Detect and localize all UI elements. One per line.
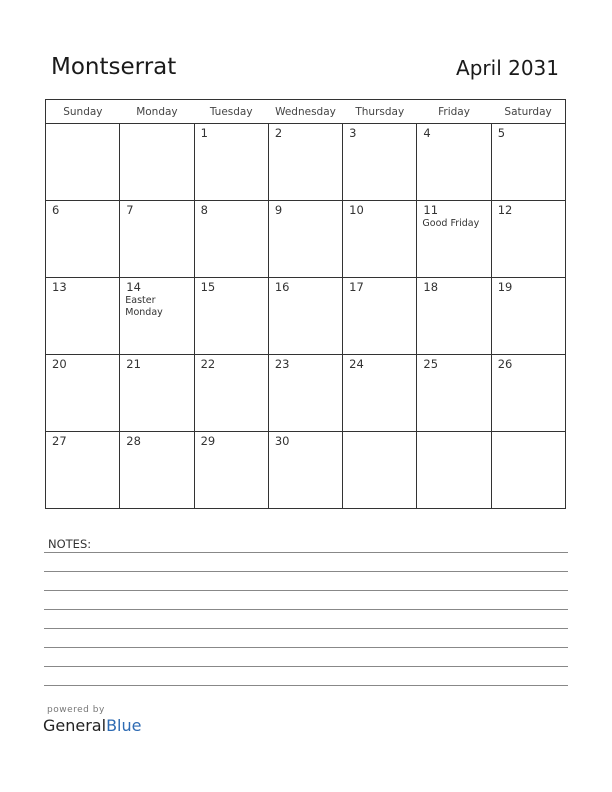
holiday-label bbox=[46, 127, 119, 129]
note-line bbox=[44, 571, 568, 572]
weekday-header: Wednesday bbox=[268, 100, 342, 124]
note-line bbox=[44, 647, 568, 648]
day-cell[interactable] bbox=[120, 355, 194, 432]
day-cell[interactable] bbox=[343, 124, 417, 201]
day-number: 7 bbox=[126, 203, 134, 217]
week-row bbox=[46, 432, 566, 509]
day-number: 30 bbox=[274, 434, 290, 448]
day-cell[interactable] bbox=[120, 201, 194, 278]
day-cell[interactable] bbox=[417, 355, 491, 432]
week-row bbox=[46, 124, 566, 201]
note-line bbox=[44, 666, 568, 667]
day-cell[interactable] bbox=[491, 201, 565, 278]
day-cell[interactable] bbox=[343, 355, 417, 432]
holiday-label: Good Friday bbox=[422, 218, 480, 229]
day-number: 26 bbox=[497, 357, 513, 371]
day-cell[interactable] bbox=[194, 278, 268, 355]
day-cell[interactable] bbox=[417, 278, 491, 355]
day-cell[interactable] bbox=[46, 201, 120, 278]
note-line bbox=[44, 628, 568, 629]
day-number: 15 bbox=[200, 280, 216, 294]
note-line bbox=[44, 552, 568, 553]
calendar-title: Montserrat bbox=[51, 54, 177, 80]
day-number: 28 bbox=[126, 434, 141, 448]
day-number: 11 bbox=[423, 203, 439, 217]
day-number: 9 bbox=[274, 203, 283, 217]
day-cell[interactable] bbox=[417, 432, 491, 509]
holiday-label bbox=[120, 127, 193, 129]
notes-label: NOTES: bbox=[48, 537, 92, 551]
note-line bbox=[44, 685, 568, 686]
day-cell[interactable] bbox=[120, 432, 194, 509]
day-number: 23 bbox=[274, 357, 290, 371]
day-cell[interactable] bbox=[120, 278, 194, 355]
day-number: 21 bbox=[126, 357, 141, 371]
day-cell[interactable] bbox=[46, 355, 120, 432]
day-number: 12 bbox=[497, 203, 513, 217]
week-row bbox=[46, 278, 566, 355]
holiday-label bbox=[492, 435, 565, 437]
day-cell[interactable] bbox=[268, 201, 342, 278]
day-number: 5 bbox=[497, 126, 506, 140]
holiday-label bbox=[417, 435, 490, 437]
day-number: 2 bbox=[274, 126, 283, 140]
day-cell[interactable] bbox=[491, 432, 565, 509]
calendar-grid bbox=[45, 99, 566, 509]
weekday-header: Friday bbox=[417, 100, 491, 124]
weekday-header: Sunday bbox=[46, 100, 120, 124]
day-number: 19 bbox=[497, 280, 513, 294]
weekday-header-row bbox=[46, 100, 566, 124]
day-cell[interactable] bbox=[194, 201, 268, 278]
day-number: 14 bbox=[126, 280, 141, 294]
week-row bbox=[46, 201, 566, 278]
day-cell[interactable] bbox=[46, 432, 120, 509]
calendar-month: April 2031 bbox=[456, 56, 559, 80]
day-number: 1 bbox=[200, 126, 208, 140]
day-cell[interactable] bbox=[194, 355, 268, 432]
day-cell[interactable] bbox=[268, 124, 342, 201]
note-line bbox=[44, 609, 568, 610]
holiday-label bbox=[343, 435, 416, 437]
weekday-header: Saturday bbox=[491, 100, 565, 124]
day-cell[interactable] bbox=[491, 278, 565, 355]
day-number: 20 bbox=[52, 357, 67, 371]
weekday-header: Tuesday bbox=[194, 100, 268, 124]
day-number: 24 bbox=[349, 357, 364, 371]
brand-general: General bbox=[43, 716, 107, 735]
day-number: 10 bbox=[349, 203, 364, 217]
day-number: 17 bbox=[349, 280, 364, 294]
day-cell[interactable] bbox=[343, 432, 417, 509]
day-cell[interactable] bbox=[194, 124, 268, 201]
day-number: 25 bbox=[423, 357, 439, 371]
day-cell[interactable] bbox=[417, 201, 491, 278]
weekday-header: Thursday bbox=[343, 100, 417, 124]
generalblue-logo[interactable] bbox=[43, 716, 141, 735]
day-number: 18 bbox=[423, 280, 439, 294]
weekday-header: Monday bbox=[120, 100, 194, 124]
holiday-label: Easter Monday bbox=[125, 295, 163, 318]
day-cell[interactable] bbox=[491, 124, 565, 201]
day-number: 8 bbox=[200, 203, 208, 217]
day-cell[interactable] bbox=[343, 278, 417, 355]
powered-by-text: powered by bbox=[47, 705, 105, 715]
brand-blue: Blue bbox=[106, 716, 142, 735]
day-number: 16 bbox=[274, 280, 290, 294]
day-cell[interactable] bbox=[194, 432, 268, 509]
day-number: 3 bbox=[349, 126, 357, 140]
day-cell[interactable] bbox=[46, 278, 120, 355]
note-line bbox=[44, 590, 568, 591]
day-cell[interactable] bbox=[268, 355, 342, 432]
day-number: 13 bbox=[52, 280, 67, 294]
day-cell[interactable] bbox=[417, 124, 491, 201]
day-number: 4 bbox=[423, 126, 431, 140]
day-number: 6 bbox=[52, 203, 60, 217]
day-number: 27 bbox=[52, 434, 67, 448]
day-cell[interactable] bbox=[268, 432, 342, 509]
day-number: 29 bbox=[200, 434, 216, 448]
day-cell[interactable] bbox=[268, 278, 342, 355]
day-cell[interactable] bbox=[491, 355, 565, 432]
week-row bbox=[46, 355, 566, 432]
day-cell[interactable] bbox=[343, 201, 417, 278]
day-number: 22 bbox=[200, 357, 216, 371]
day-cell[interactable] bbox=[120, 124, 194, 201]
day-cell[interactable] bbox=[46, 124, 120, 201]
